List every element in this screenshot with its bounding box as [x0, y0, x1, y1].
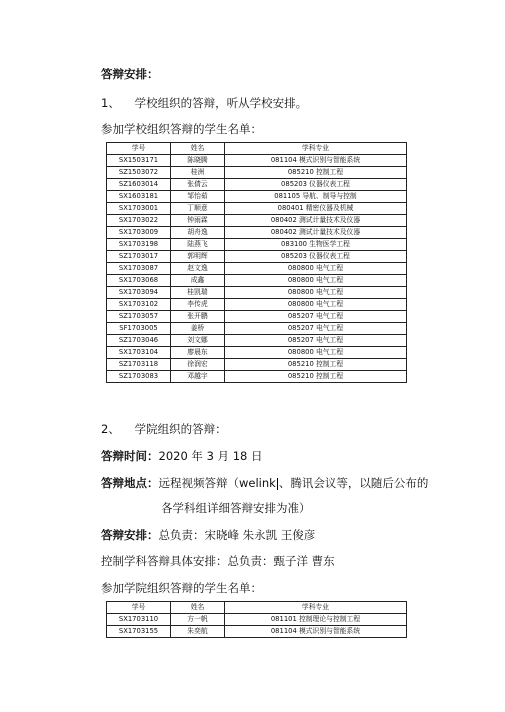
cell-student-id: SX1703009 [107, 227, 171, 239]
school-defense-table [106, 142, 407, 383]
cell-student-id: SZ1703017 [107, 251, 171, 263]
cell-student-id: SX1703104 [107, 347, 171, 359]
cell-name: 姜桥 [171, 323, 225, 335]
defense-place [101, 475, 428, 491]
table-row [107, 215, 407, 227]
cell-major: 085207 电气工程 [225, 335, 407, 347]
cell-student-id: SX1703001 [107, 203, 171, 215]
cell-major: 080800 电气工程 [225, 347, 407, 359]
cell-student-id: SX1603181 [107, 191, 171, 203]
table-row [107, 203, 407, 215]
header-major: 学科专业 [225, 602, 407, 614]
control-arrangement: 控制学科答辩具体安排：总负责：甄子洋 曹东 [101, 554, 335, 568]
table-header-row [107, 143, 407, 155]
table-row [107, 191, 407, 203]
table-row [107, 323, 407, 335]
defense-time-label: 答辩时间： [101, 449, 159, 463]
cell-name: 廖晨东 [171, 347, 225, 359]
cell-name: 胡舟逸 [171, 227, 225, 239]
cell-student-id: SZ1603014 [107, 179, 171, 191]
table-row [107, 347, 407, 359]
school-list-title: 参加学校组织答辩的学生名单： [101, 122, 262, 136]
cell-student-id: SX1703102 [107, 299, 171, 311]
section-2-number: 2、 [101, 422, 120, 436]
cell-student-id: SZ1703118 [107, 359, 171, 371]
cell-name: 成鑫 [171, 275, 225, 287]
cell-student-id: SX1703094 [107, 287, 171, 299]
header-name: 姓名 [171, 602, 225, 614]
cell-student-id: SX1703068 [107, 275, 171, 287]
cell-major: 085203 仪器仪表工程 [225, 251, 407, 263]
defense-place-label: 答辩地点： [101, 476, 159, 490]
table-row [107, 227, 407, 239]
table-row [107, 371, 407, 383]
defense-arrangement-label: 答辩安排： [101, 528, 159, 542]
college-defense-table [106, 601, 407, 638]
table-row [107, 299, 407, 311]
cell-major: 081104 模式识别与智能系统 [225, 626, 407, 638]
cell-student-id: SX1703198 [107, 239, 171, 251]
cell-name: 赵文逸 [171, 263, 225, 275]
cell-name: 刘文娜 [171, 335, 225, 347]
section-1 [101, 95, 307, 111]
cell-major: 080800 电气工程 [225, 287, 407, 299]
cell-name: 张开鹏 [171, 311, 225, 323]
arrangement-heading: 答辩安排： [101, 67, 159, 81]
cell-name: 桂凯瑞 [171, 287, 225, 299]
section-1-text: 学校组织的答辩，听从学校安排。 [134, 96, 308, 110]
cell-student-id: SX1703110 [107, 614, 171, 626]
defense-time [101, 448, 263, 464]
table-row [107, 263, 407, 275]
cell-name: 徐润宏 [171, 359, 225, 371]
section-2-text: 学院组织的答辩： [134, 422, 227, 436]
cell-major: 081105 导航、制导与控制 [225, 191, 407, 203]
table-row [107, 359, 407, 371]
table-row [107, 311, 407, 323]
cell-student-id: SX1703022 [107, 215, 171, 227]
defense-time-value: 2020 年 3 月 18 日 [158, 449, 263, 463]
cell-name: 郭明辉 [171, 251, 225, 263]
defense-arrangement-value: 总负责：宋晓峰 朱永凯 王俊彦 [158, 528, 316, 542]
section-2 [101, 421, 227, 437]
cell-student-id: SZ1703057 [107, 311, 171, 323]
college-list-title: 参加学院组织答辩的学生名单： [101, 581, 262, 595]
cell-student-id: SX1703155 [107, 626, 171, 638]
cell-student-id: SX1703087 [107, 263, 171, 275]
defense-arrangement [101, 527, 315, 543]
cell-major: 081101 控制理论与控制工程 [225, 614, 407, 626]
cell-name: 邓越宇 [171, 371, 225, 383]
table-row [107, 626, 407, 638]
table-row [107, 614, 407, 626]
cell-major: 081104 模式识别与智能系统 [225, 155, 407, 167]
cell-major: 080402 测试计量技术及仪器 [225, 227, 407, 239]
cell-name: 丁顺意 [171, 203, 225, 215]
cell-major: 080800 电气工程 [225, 275, 407, 287]
defense-place-value-a: 远程视频答辩（welink [158, 476, 276, 490]
table-row [107, 275, 407, 287]
cell-name: 李传虎 [171, 299, 225, 311]
cell-major: 085210 控制工程 [225, 359, 407, 371]
header-student-id: 学号 [107, 602, 171, 614]
cell-student-id: SZ1703046 [107, 335, 171, 347]
table-row [107, 167, 407, 179]
cell-major: 085207 电气工程 [225, 323, 407, 335]
cell-student-id: SX1503171 [107, 155, 171, 167]
defense-place-value-b: 、腾讯会议等，以随后公布的 [278, 476, 429, 490]
cell-name: 钟雨霖 [171, 215, 225, 227]
cell-major: 080402 测试计量技术及仪器 [225, 215, 407, 227]
cell-major: 080800 电气工程 [225, 299, 407, 311]
table-row [107, 335, 407, 347]
cell-student-id: SZ1503072 [107, 167, 171, 179]
header-major: 学科专业 [225, 143, 407, 155]
table-row [107, 179, 407, 191]
cell-student-id: SF1703005 [107, 323, 171, 335]
cell-name: 方一帆 [171, 614, 225, 626]
cell-name: 陆燕飞 [171, 239, 225, 251]
cell-major: 083100 生物医学工程 [225, 239, 407, 251]
table-header-row [107, 602, 407, 614]
cell-major: 085203 仪器仪表工程 [225, 179, 407, 191]
cell-major: 085210 控制工程 [225, 167, 407, 179]
cell-name: 张倩云 [171, 179, 225, 191]
cell-name: 邹怡茹 [171, 191, 225, 203]
text-cursor [277, 478, 278, 490]
cell-name: 陈晓腾 [171, 155, 225, 167]
cell-major: 085207 电气工程 [225, 311, 407, 323]
cell-major: 085210 控制工程 [225, 371, 407, 383]
defense-place-line2: 各学科组详细答辩安排为准） [161, 501, 311, 515]
header-name: 姓名 [171, 143, 225, 155]
cell-name: 桂洲 [171, 167, 225, 179]
table-row [107, 155, 407, 167]
table-row [107, 239, 407, 251]
cell-major: 080800 电气工程 [225, 263, 407, 275]
table-row [107, 287, 407, 299]
cell-name: 朱奕航 [171, 626, 225, 638]
table-row [107, 251, 407, 263]
cell-major: 080401 精密仪器及机械 [225, 203, 407, 215]
cell-student-id: SZ1703083 [107, 371, 171, 383]
header-student-id: 学号 [107, 143, 171, 155]
section-1-number: 1、 [101, 96, 120, 110]
